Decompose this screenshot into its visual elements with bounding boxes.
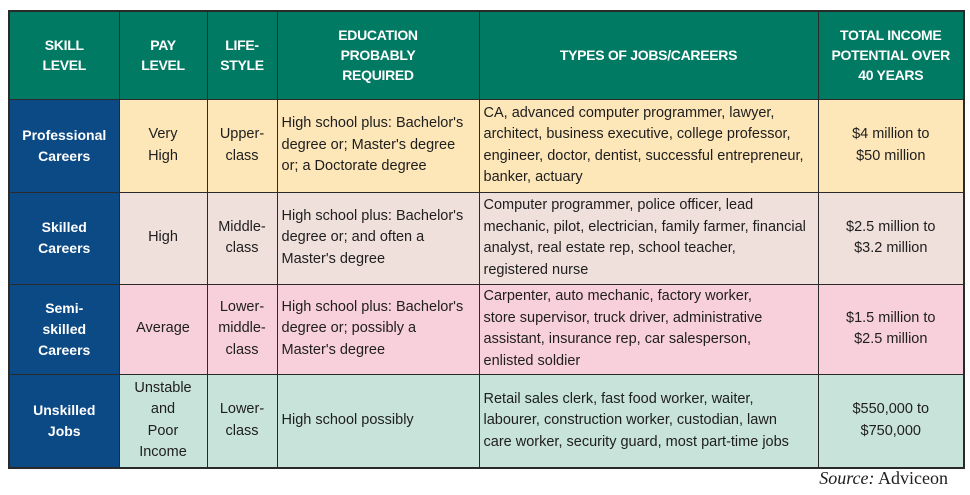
cell-text: Upper- (219, 126, 265, 142)
header-text: LEVEL (141, 57, 185, 74)
cell-text: Master's degree (281, 341, 386, 358)
pay-level-cell (119, 374, 207, 468)
cell-text: Lower- (219, 401, 265, 418)
header-skill-level (9, 11, 119, 99)
header-text: SKILL (44, 37, 84, 54)
cell-text: care worker, security guard, most part-time jobs (483, 433, 789, 450)
jobs-cell (479, 284, 818, 374)
cell-text: degree or; and often a (281, 229, 425, 246)
cell-text: engineer, doctor, dentist, successful entrepreneur, (483, 147, 804, 164)
cell-text: class (225, 240, 259, 256)
header-text: TYPES OF JOBS/CAREERS (559, 47, 738, 64)
header-row (9, 11, 964, 99)
source-name: Adviceon (878, 468, 948, 488)
cell-text: or; a Doctorate degree (281, 158, 427, 175)
skill-level-cell (9, 374, 119, 468)
income-cell (818, 192, 964, 284)
cell-text: degree or; Master's degree (281, 136, 456, 153)
cell-text: Income (139, 444, 187, 461)
cell-text: Poor (147, 422, 179, 439)
career-income-table (8, 10, 965, 469)
lifestyle-cell (207, 284, 277, 374)
cell-text: skilled (42, 320, 87, 337)
skill-level-cell (9, 284, 119, 374)
cell-text: High school plus: Bachelor's (281, 298, 464, 315)
cell-text: Unskilled (33, 401, 96, 418)
jobs-cell (479, 374, 818, 468)
jobs-cell (479, 99, 818, 192)
education-cell (277, 284, 479, 374)
income-cell (818, 374, 964, 468)
cell-text: enlisted soldier (483, 352, 581, 369)
skill-level-cell (9, 192, 119, 284)
education-cell (277, 374, 479, 468)
cell-text: Jobs (47, 422, 81, 439)
header-lifestyle (207, 11, 277, 99)
table-row-skilled (9, 192, 964, 284)
cell-text: $2.5 million to (846, 218, 936, 235)
cell-text: Careers (38, 341, 91, 358)
table-row-unskilled (9, 374, 964, 468)
cell-text: mechanic, pilot, electrician, family farmer, financial (483, 218, 806, 235)
cell-text: $1.5 million to (846, 309, 936, 326)
header-text: REQUIRED (342, 67, 414, 84)
header-text: PAY (150, 37, 176, 54)
cell-text: and (150, 401, 176, 418)
cell-text: class (225, 422, 259, 439)
education-cell (277, 192, 479, 284)
pay-level-cell (119, 284, 207, 374)
cell-text: $2.5 million (854, 331, 928, 347)
header-education (277, 11, 479, 99)
table-row-semiskilled (9, 284, 964, 374)
cell-text: $50 million (856, 147, 926, 164)
header-text: EDUCATION (338, 27, 418, 44)
source-credit (819, 468, 948, 489)
cell-text: labourer, construction worker, custodian, lawn (483, 412, 777, 428)
cell-text: $3.2 million (854, 240, 928, 256)
cell-text: Carpenter, auto mechanic, factory worker, (483, 288, 752, 304)
cell-text: Skilled (41, 219, 87, 235)
cell-text: architect, business executive, college professor, (483, 126, 791, 142)
cell-text: High school plus: Bachelor's (281, 115, 464, 132)
header-text: 40 YEARS (858, 67, 924, 84)
income-cell (818, 284, 964, 374)
cell-text: Careers (38, 147, 91, 164)
cell-text: Middle- (218, 218, 266, 235)
cell-text: Semi- (45, 299, 84, 316)
cell-text: Retail sales clerk, fast food worker, waiter, (483, 390, 754, 407)
cell-text: banker, actuary (483, 169, 583, 185)
header-text: PROBABLY (340, 47, 416, 64)
table-row-professional (9, 99, 964, 192)
education-cell (277, 99, 479, 192)
lifestyle-cell (207, 99, 277, 192)
header-jobs (479, 11, 818, 99)
cell-text: analyst, real estate rep, school teacher, (483, 240, 736, 256)
cell-text: High school plus: Bachelor's (281, 207, 464, 224)
cell-text: registered nurse (483, 261, 589, 278)
jobs-cell (479, 192, 818, 284)
cell-text: class (225, 147, 259, 164)
header-pay-level (119, 11, 207, 99)
header-text: TOTAL INCOME (840, 27, 942, 44)
cell-text: Professional (22, 126, 107, 143)
cell-text: CA, advanced computer programmer, lawyer, (483, 104, 775, 121)
cell-text: assistant, insurance rep, car salesperson, (483, 331, 752, 347)
cell-text: Careers (38, 240, 91, 256)
pay-level-cell (119, 99, 207, 192)
header-text: LEVEL (42, 57, 87, 74)
cell-text: degree or; possibly a (281, 320, 417, 337)
header-text: LIFE- (225, 37, 259, 54)
header-income (818, 11, 964, 99)
header-text: POTENTIAL OVER (831, 47, 950, 64)
cell-text: High (148, 147, 178, 164)
cell-text: Unstable (134, 379, 192, 396)
cell-text: Average (136, 320, 190, 337)
income-cell (818, 99, 964, 192)
cell-text: Lower- (219, 298, 265, 315)
cell-text: class (225, 341, 259, 358)
cell-text: $4 million to (852, 126, 930, 142)
cell-text: High (148, 229, 178, 246)
cell-text: High school possibly (281, 412, 414, 428)
cell-text: $550,000 to (852, 401, 930, 418)
skill-level-cell (9, 99, 119, 192)
lifestyle-cell (207, 374, 277, 468)
cell-text: $750,000 (860, 422, 921, 439)
cell-text: store supervisor, truck driver, administrative (483, 309, 763, 326)
header-text: STYLE (220, 57, 264, 74)
cell-text: middle- (218, 320, 266, 337)
cell-text: Master's degree (281, 250, 386, 267)
lifestyle-cell (207, 192, 277, 284)
cell-text: Very (148, 126, 178, 142)
source-label: Source: (819, 468, 875, 488)
pay-level-cell (119, 192, 207, 284)
cell-text: Computer programmer, police officer, lead (483, 197, 754, 213)
